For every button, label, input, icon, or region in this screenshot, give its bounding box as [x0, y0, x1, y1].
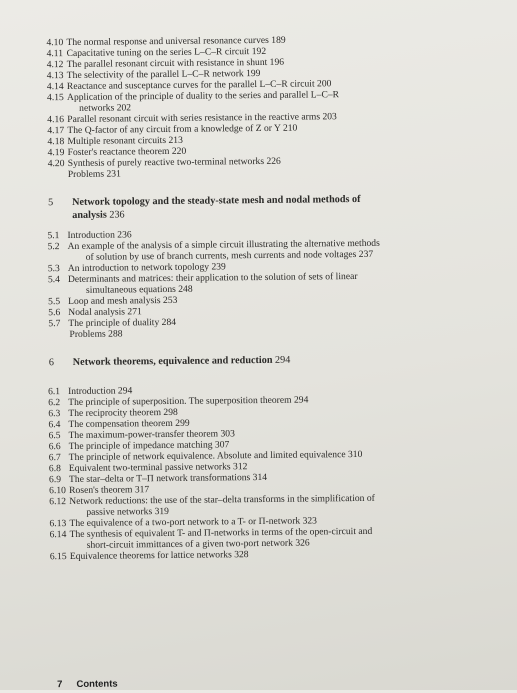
chapter-heading-5: 5 Network topology and the steady-state mesh and nodal methods of analysis 236	[48, 193, 361, 221]
toc-entry-6-12-continued: passive networks 319	[86, 505, 170, 518]
toc-entry-5-4-continued: simultaneous equations 248	[85, 283, 193, 296]
toc-entry-5-2-continued: of solution by use of branch currents, mesh currents and node voltages 237	[85, 248, 374, 263]
chapter-heading-6: 6 Network theorems, equivalence and reduction 294	[48, 354, 291, 369]
running-title: Contents	[76, 678, 118, 690]
toc-entry-6-14-continued: short-circuit immittances of a given two-port network 326	[86, 537, 310, 551]
toc-entry-4-15-continued: networks 202	[79, 102, 132, 114]
contents-page: 4.10 The normal response and universal resonance curves 189 4.11 Capacitative tuning on the series L–C–R circuit 192 4.12 The parallel resonant circuit with resistance in shunt 196 4.13 The selectivity of the parallel L–C–R network 199 4.14 Reactance and susceptance curves for the parallel L–C–R circuit 200 4.15 Application of the principle of duality to the series and parallel L–C–R networks 202 4.16 Parallel resonant circuit with series resistance in the reactive arms 203 4.17 The Q-factor of any circuit from a knowledge of Z or Y 210 4.18 Multiple resonant circuits 213 4.19 Foster's reactance theorem 220 4.20 Synthesis of purely reactive two-terminal networks 226 Problems 231 5 Network topology and the steady-state mesh and nodal methods of analysis 236 5.1 Introduction 236 5.2 An example of the analysis of a simple circuit illustrating the alternative methods of solution by use of branch currents, mesh currents and node voltages 237 5.3 An introduction to network topology 239 5.4 Determinants and matrices: their application to the solution of sets of linear simultaneous equations 248 5.5 Loop and mesh analysis 253 5.6 Nodal analysis 271 5.7 The principle of duality 284 Problems 288 6 Network theorems, equivalence and reduction 294 6.1 Introduction 294 6.2 The principle of superposition. The superposition theorem 294 6.3 The reciprocity theorem 298 6.4 The compensation theorem 299 6.5 The maximum-power-transfer theorem 303 6.6 The principle of impedance matching 307 6.7 The principle of network equivalence. Absolute and limited equivalence 310 6.8 Equivalent two-terminal passive networks 312 6.9 The star–delta or T–Π network transformations 314 6.10 Rosen's theorem 317 6.12 Network reductions: the use of the star–delta transforms in the simplification of passive networks 319 6.13 The equivalence of a two-port network to a T- or Π-network 323 6.14 The synthesis of equivalent T- and Π-networks in terms of the open-circuit and short-circuit immittances of a given two-port network 326 6.15 Equivalence theorems for lattice networks 328 7 Contents	[0, 0, 517, 693]
toc-problems-ch5: Problems 288	[69, 328, 123, 340]
toc-problems-ch4: Problems 231	[67, 168, 121, 181]
chapter-title-6: Network theorems, equivalence and reduction 294	[72, 354, 291, 368]
page-number: 7	[57, 679, 63, 691]
page-footer	[57, 678, 132, 690]
chapter-title-5: Network topology and the steady-state mesh and nodal methods of analysis 236	[72, 193, 361, 221]
